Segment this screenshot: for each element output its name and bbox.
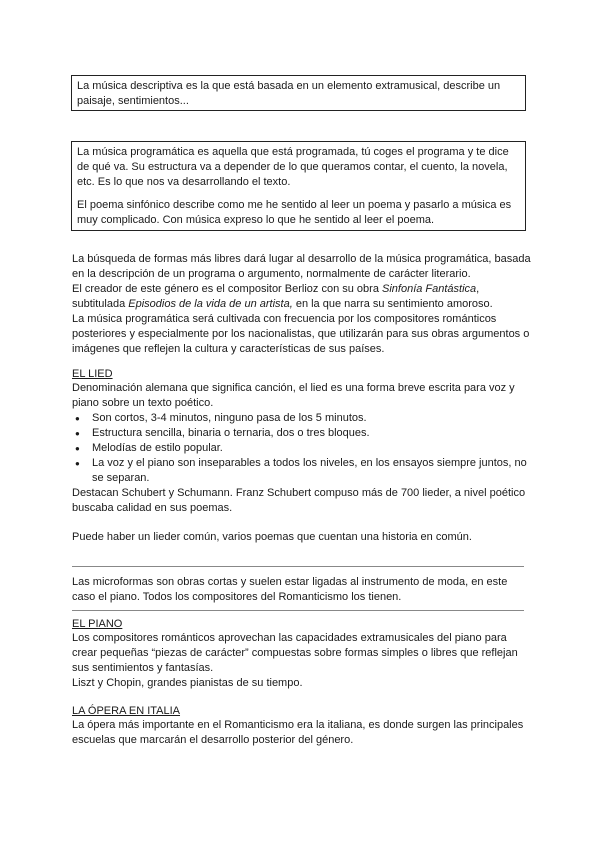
programmatic-music-definition: La música programática es aquella que está programada, tú coges el programa y te dice de qué va. Su estructura va a depender de lo que queramos contar, el cuento, la novela, etc. Es lo que nos va desarrollando el texto. bbox=[77, 146, 509, 188]
definition-box-descriptive-music bbox=[71, 75, 526, 111]
lied-characteristics-list bbox=[72, 411, 532, 486]
programmatic-music-section bbox=[72, 252, 532, 357]
divider bbox=[72, 566, 524, 567]
lied-extra-note: Puede haber un lieder común, varios poemas que cuentan una historia en común. bbox=[72, 531, 472, 543]
lied-section bbox=[72, 381, 532, 516]
intro-paragraph-1: La búsqueda de formas más libres dará lugar al desarrollo de la música programática, basada en la descripción de un programa o argumento, normalmente de carácter literario. bbox=[72, 253, 531, 280]
piano-heading: EL PIANO bbox=[72, 618, 123, 630]
microforms-note: Las microformas son obras cortas y suelen estar ligadas al instrumento de moda, en este caso el piano. Todos los compositores del Romanticismo los tienen. bbox=[72, 576, 508, 603]
definition-box-programmatic-music bbox=[71, 141, 526, 231]
piano-paragraph-2: Liszt y Chopin, grandes pianistas de su tiempo. bbox=[72, 677, 303, 689]
descriptive-music-definition: La música descriptiva es la que está basada en un elemento extramusical, describe un paisaje, sentimientos... bbox=[77, 80, 501, 107]
list-item: ● Son cortos, 3-4 minutos, ninguno pasa de los 5 minutos. bbox=[92, 411, 532, 426]
lied-intro: Denominación alemana que significa canción, el lied es una forma breve escrita para voz y piano sobre un texto poético. bbox=[72, 382, 515, 409]
list-item: ● Melodías de estilo popular. bbox=[92, 441, 532, 456]
divider bbox=[72, 610, 524, 611]
intro-text: , subtitulada bbox=[72, 283, 480, 310]
piano-paragraph-1: Los compositores románticos aprovechan las capacidades extramusicales del piano para crear pequeñas “piezas de carácter” compuestas sobre formas simples o libres que reflejan sus sentimientos y fantasías. bbox=[72, 632, 518, 674]
intro-text: El creador de este género es el compositor Berlioz con su obra bbox=[72, 283, 382, 295]
piano-section bbox=[72, 631, 532, 691]
symphonic-poem-definition: El poema sinfónico describe como me he sentido al leer un poema y pasarlo a música es muy complicado. Con música expreso lo que he sentido al leer el poema. bbox=[77, 199, 512, 226]
list-item: ● Estructura sencilla, binaria o ternaria, dos o tres bloques. bbox=[92, 426, 532, 441]
intro-paragraph-3: La música programática será cultivada con frecuencia por los compositores románticos posteriores y especialmente por los nacionalistas, que utilizarán para sus obras argumentos o imágenes que reflejen la cultura y características de sus países. bbox=[72, 313, 530, 355]
lied-composers: Destacan Schubert y Schumann. Franz Schubert compuso más de 700 lieder, a nivel poético buscaba calidad en sus poemas. bbox=[72, 487, 526, 514]
intro-paragraph-2 bbox=[72, 282, 532, 312]
lied-heading: EL LIED bbox=[72, 368, 113, 380]
list-item: ● La voz y el piano son inseparables a todos los niveles, en los ensayos siempre juntos, no se separan. bbox=[92, 456, 532, 486]
opera-heading: LA ÓPERA EN ITALIA bbox=[72, 705, 181, 717]
work-subtitle: Episodios de la vida de un artista, bbox=[128, 298, 293, 310]
work-title: Sinfonía Fantástica bbox=[382, 283, 477, 295]
intro-text: en la que narra su sentimiento amoroso. bbox=[292, 298, 493, 310]
opera-section bbox=[72, 718, 532, 748]
opera-paragraph-1: La ópera más importante en el Romanticismo era la italiana, es donde surgen las principales escuelas que marcarán el desarrollo posterior del género. bbox=[72, 719, 524, 746]
